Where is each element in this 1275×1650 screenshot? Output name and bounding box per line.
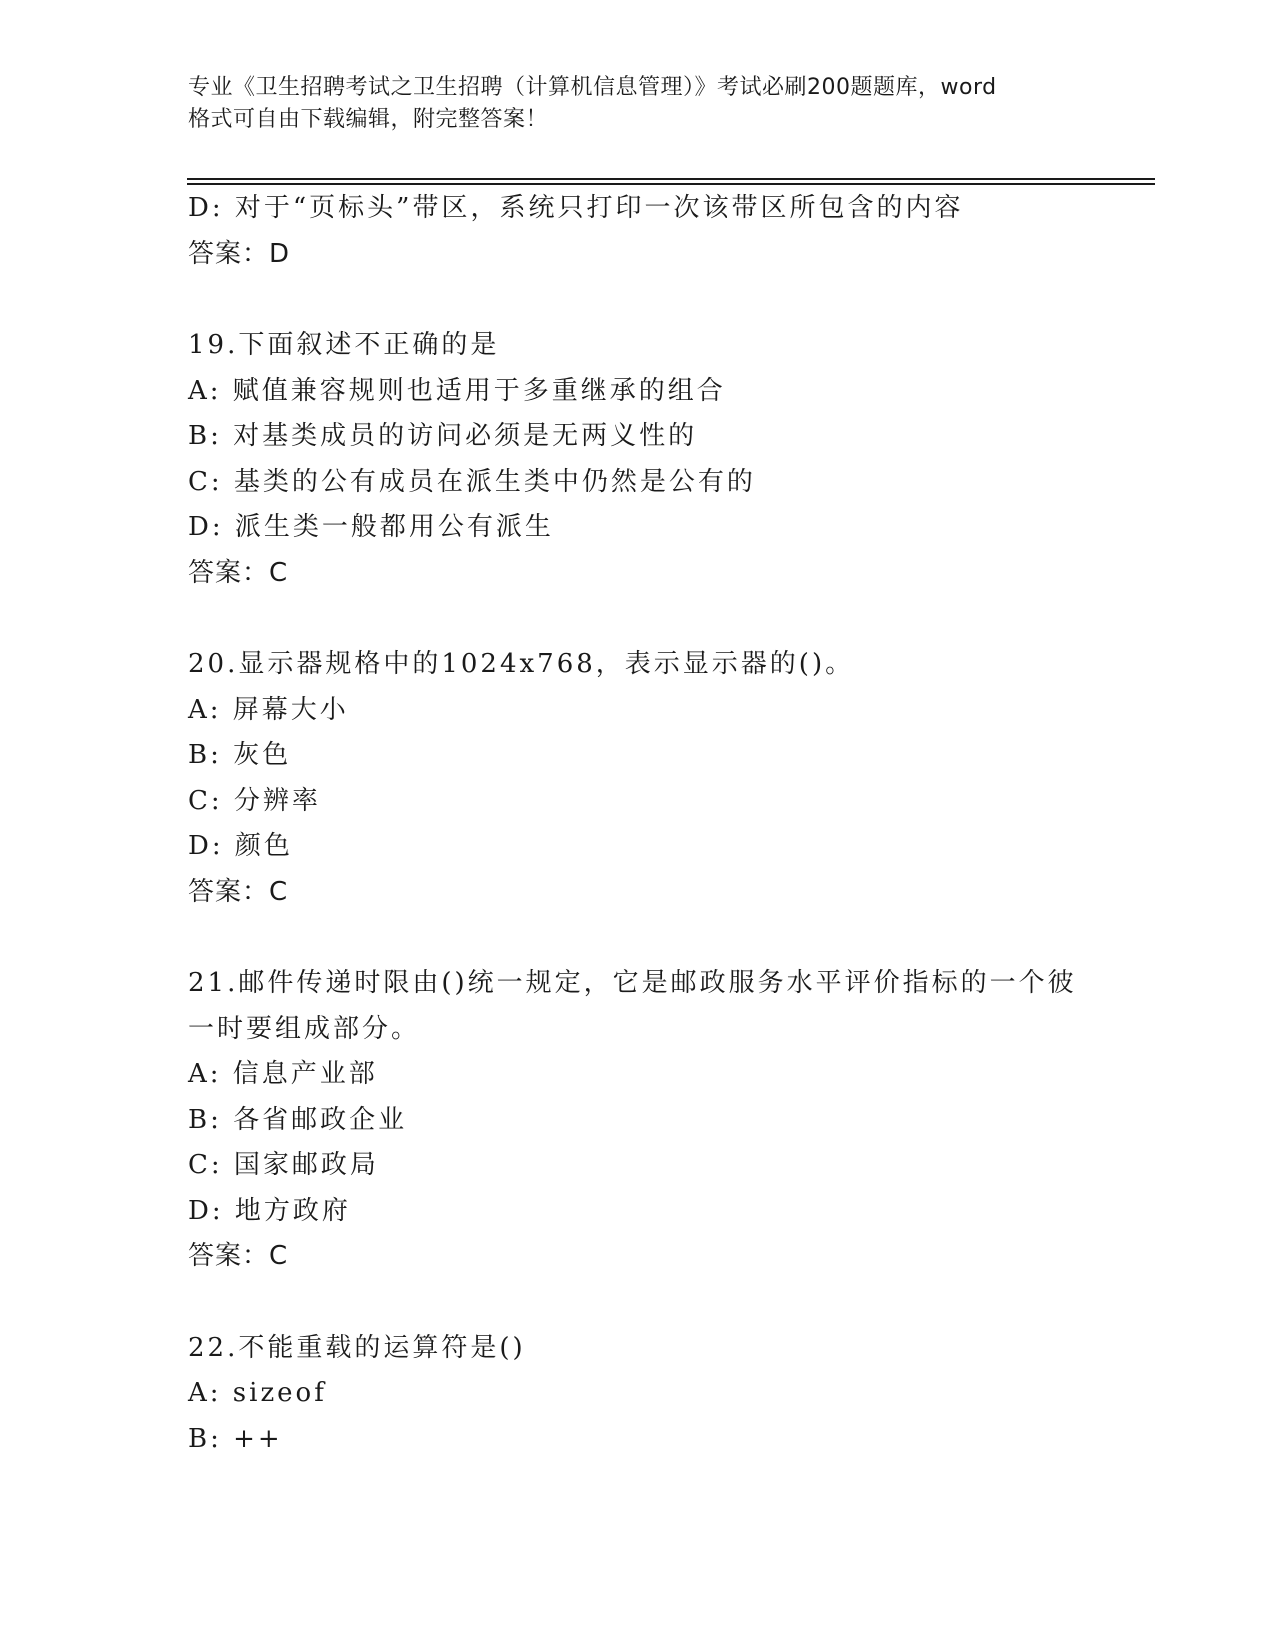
option-c: C: 基类的公有成员在派生类中仍然是公有的 [188,466,756,497]
question-block-21 [188,961,1188,1280]
question-text: 19.下面叙述不正确的是 [188,330,500,360]
header-title-line-1: 专业《卫生招聘考试之卫生招聘（计算机信息管理）》考试必刷200题题库，word [188,75,997,100]
question-text: 20.显示器规格中的1024x768，表示显示器的()。 [188,649,855,679]
option-a: A: sizeof [188,1378,327,1408]
answer-label: 答案：C [188,557,289,588]
spacer [188,915,1188,961]
answer-label: 答案：C [188,876,289,907]
answer-label: 答案：C [188,1241,289,1271]
question-block-22 [188,1326,1188,1463]
question-text: 22.不能重载的运算符是() [188,1332,526,1363]
spacer [188,277,1188,323]
header-divider-bottom [187,183,1155,185]
document-header [188,72,1088,136]
question-block-18 [188,186,1188,277]
option-d: D: 派生类一般都用公有派生 [188,512,554,542]
option-c: C: 国家邮政局 [188,1150,379,1180]
spacer [188,596,1188,642]
option-d: D: 对于“页标头”带区，系统只打印一次该带区所包含的内容 [188,193,964,223]
header-divider-top [187,178,1155,180]
option-b: B: ++ [188,1423,283,1454]
question-block-19 [188,323,1188,596]
question-text-line-2: 一时要组成部分。 [188,1013,421,1044]
option-c: C: 分辨率 [188,785,321,816]
option-d: D: 地方政府 [188,1195,351,1226]
option-d: D: 颜色 [188,831,293,861]
option-b: B: 各省邮政企业 [188,1104,408,1135]
header-title-line-2: 格式可自由下载编辑，附完整答案！ [188,107,549,132]
option-b: B: 对基类成员的访问必须是无两义性的 [188,421,698,451]
spacer [188,1280,1188,1326]
answer-label: 答案：D [188,238,291,269]
question-text-line-1: 21.邮件传递时限由()统一规定，它是邮政服务水平评价指标的一个彼 [188,968,1077,998]
option-b: B: 灰色 [188,740,292,770]
question-block-20 [188,642,1188,915]
question-list [188,186,1188,1462]
option-a: A: 赋值兼容规则也适用于多重继承的组合 [188,375,726,406]
option-a: A: 屏幕大小 [188,694,349,725]
option-a: A: 信息产业部 [188,1059,378,1089]
